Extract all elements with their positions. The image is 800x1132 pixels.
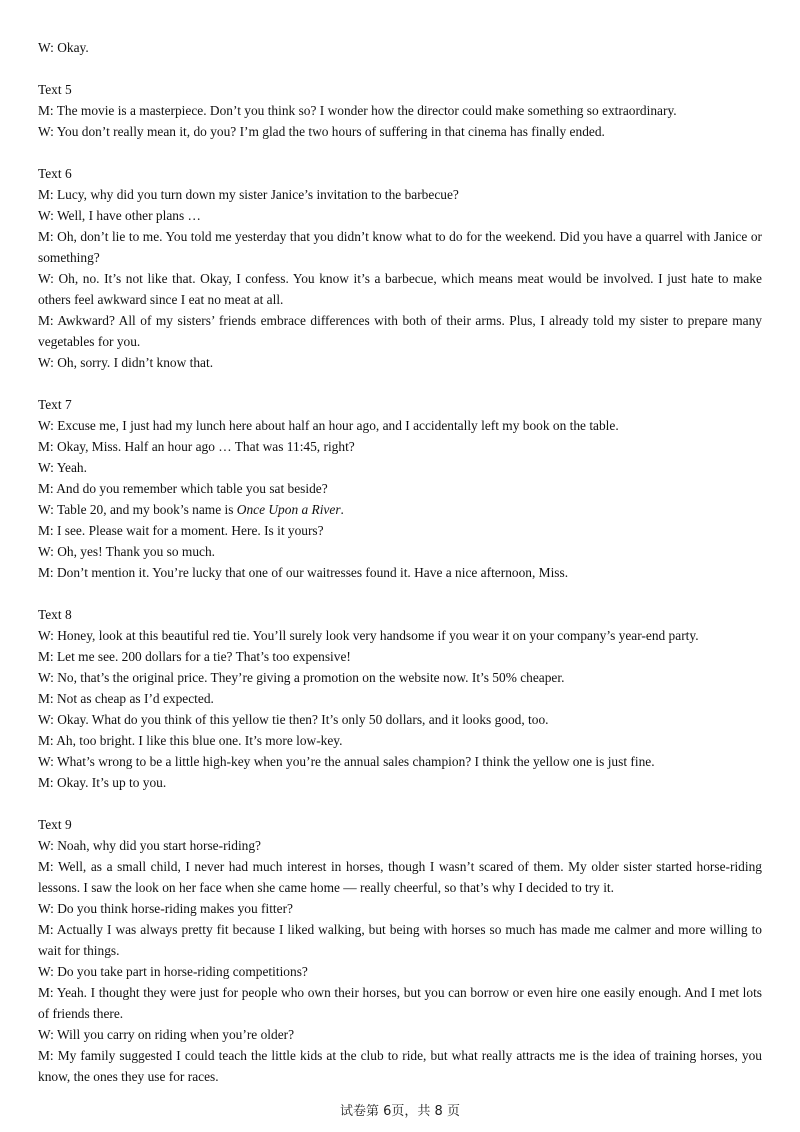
dialogue-line: W: Excuse me, I just had my lunch here about half an hour ago, and I accidentally left my book on the table. <box>38 418 619 433</box>
dialogue-line-book <box>38 499 762 520</box>
dialogue-line: W: Oh, yes! Thank you so much. <box>38 544 216 559</box>
dialogue-line: W: Yeah. <box>38 460 87 475</box>
book-line-prefix: W: Table 20, and my book’s name is <box>38 502 237 517</box>
dialogue-line: M: Actually I was always pretty fit because I liked walking, but being with horses so much has made me calmer and more willing to wait for things. <box>38 922 762 958</box>
dialogue-line: M: Don’t mention it. You’re lucky that one of our waitresses found it. Have a nice afternoon, Miss. <box>38 565 569 580</box>
dialogue-line: M: And do you remember which table you sat beside? <box>38 481 328 496</box>
dialogue-line: W: Oh, no. It’s not like that. Okay, I confess. You know it’s a barbecue, which means meat would be involved. I just hate to make others feel awkward since I eat no meat at all. <box>38 271 762 307</box>
dialogue-line: M: My family suggested I could teach the little kids at the club to ride, but what really attracts me is the idea of training horses, you know, the ones they use for races. <box>38 1048 762 1084</box>
book-line-suffix: . <box>340 502 344 517</box>
dialogue-line: M: Well, as a small child, I never had much interest in horses, though I wasn’t scared of them. My older sister started horse-riding lessons. I saw the look on her face when she came home — really cheerful, so that’s why I decided to try it. <box>38 859 762 895</box>
dialogue-line: M: Yeah. I thought they were just for people who own their horses, but you can borrow or even hire one easily enough. And I met lots of friends there. <box>38 985 762 1021</box>
dialogue-line: M: Okay, Miss. Half an hour ago … That was 11:45, right? <box>38 439 355 454</box>
section-heading-text7: Text 7 <box>38 397 72 412</box>
dialogue-line: M: Okay. It’s up to you. <box>38 775 167 790</box>
section-heading-text9: Text 9 <box>38 817 72 832</box>
dialogue-line: M: Awkward? All of my sisters’ friends embrace differences with both of their arms. Plus, I already told my sister to prepare many vegetables for you. <box>38 313 762 349</box>
dialogue-line: W: Okay. What do you think of this yellow tie then? It’s only 50 dollars, and it looks good, too. <box>38 712 549 727</box>
dialogue-line: W: Well, I have other plans … <box>38 208 201 223</box>
dialogue-line: W: Do you think horse-riding makes you fitter? <box>38 901 293 916</box>
dialogue-line: M: Lucy, why did you turn down my sister Janice’s invitation to the barbecue? <box>38 187 459 202</box>
dialogue-line: M: Oh, don’t lie to me. You told me yesterday that you didn’t know what to do for the weekend. Did you have a quarrel with Janice or something? <box>38 229 762 265</box>
dialogue-line: M: Not as cheap as I’d expected. <box>38 691 214 706</box>
dialogue-line: M: The movie is a masterpiece. Don’t you think so? I wonder how the director could make something so extraordinary. <box>38 103 677 118</box>
dialogue-line: M: Let me see. 200 dollars for a tie? That’s too expensive! <box>38 649 351 664</box>
dialogue-line: W: Do you take part in horse-riding competitions? <box>38 964 308 979</box>
dialogue-line: M: Ah, too bright. I like this blue one. It’s more low-key. <box>38 733 343 748</box>
page-number-footer: 试卷第 6页，共 8 页 <box>340 1104 460 1119</box>
document-page <box>38 37 762 1087</box>
dialogue-line: W: Noah, why did you start horse-riding? <box>38 838 262 853</box>
dialogue-line: W: Oh, sorry. I didn’t know that. <box>38 355 214 370</box>
dialogue-line: W: What’s wrong to be a little high-key when you’re the annual sales champion? I think the yellow one is just fine. <box>38 754 655 769</box>
dialogue-line: W: No, that’s the original price. They’re giving a promotion on the website now. It’s 50% cheaper. <box>38 670 565 685</box>
section-heading-text8: Text 8 <box>38 607 72 622</box>
dialogue-line: W: Will you carry on riding when you’re older? <box>38 1027 295 1042</box>
dialogue-line: W: Okay. <box>38 40 89 55</box>
book-title: Once Upon a River <box>236 502 341 517</box>
dialogue-line: M: I see. Please wait for a moment. Here. Is it yours? <box>38 523 324 538</box>
dialogue-line: W: You don’t really mean it, do you? I’m glad the two hours of suffering in that cinema has finally ended. <box>38 124 605 139</box>
dialogue-line: W: Honey, look at this beautiful red tie. You’ll surely look very handsome if you wear it on your company’s year-end party. <box>38 628 699 643</box>
section-heading-text6: Text 6 <box>38 166 72 181</box>
section-heading-text5: Text 5 <box>38 82 72 97</box>
